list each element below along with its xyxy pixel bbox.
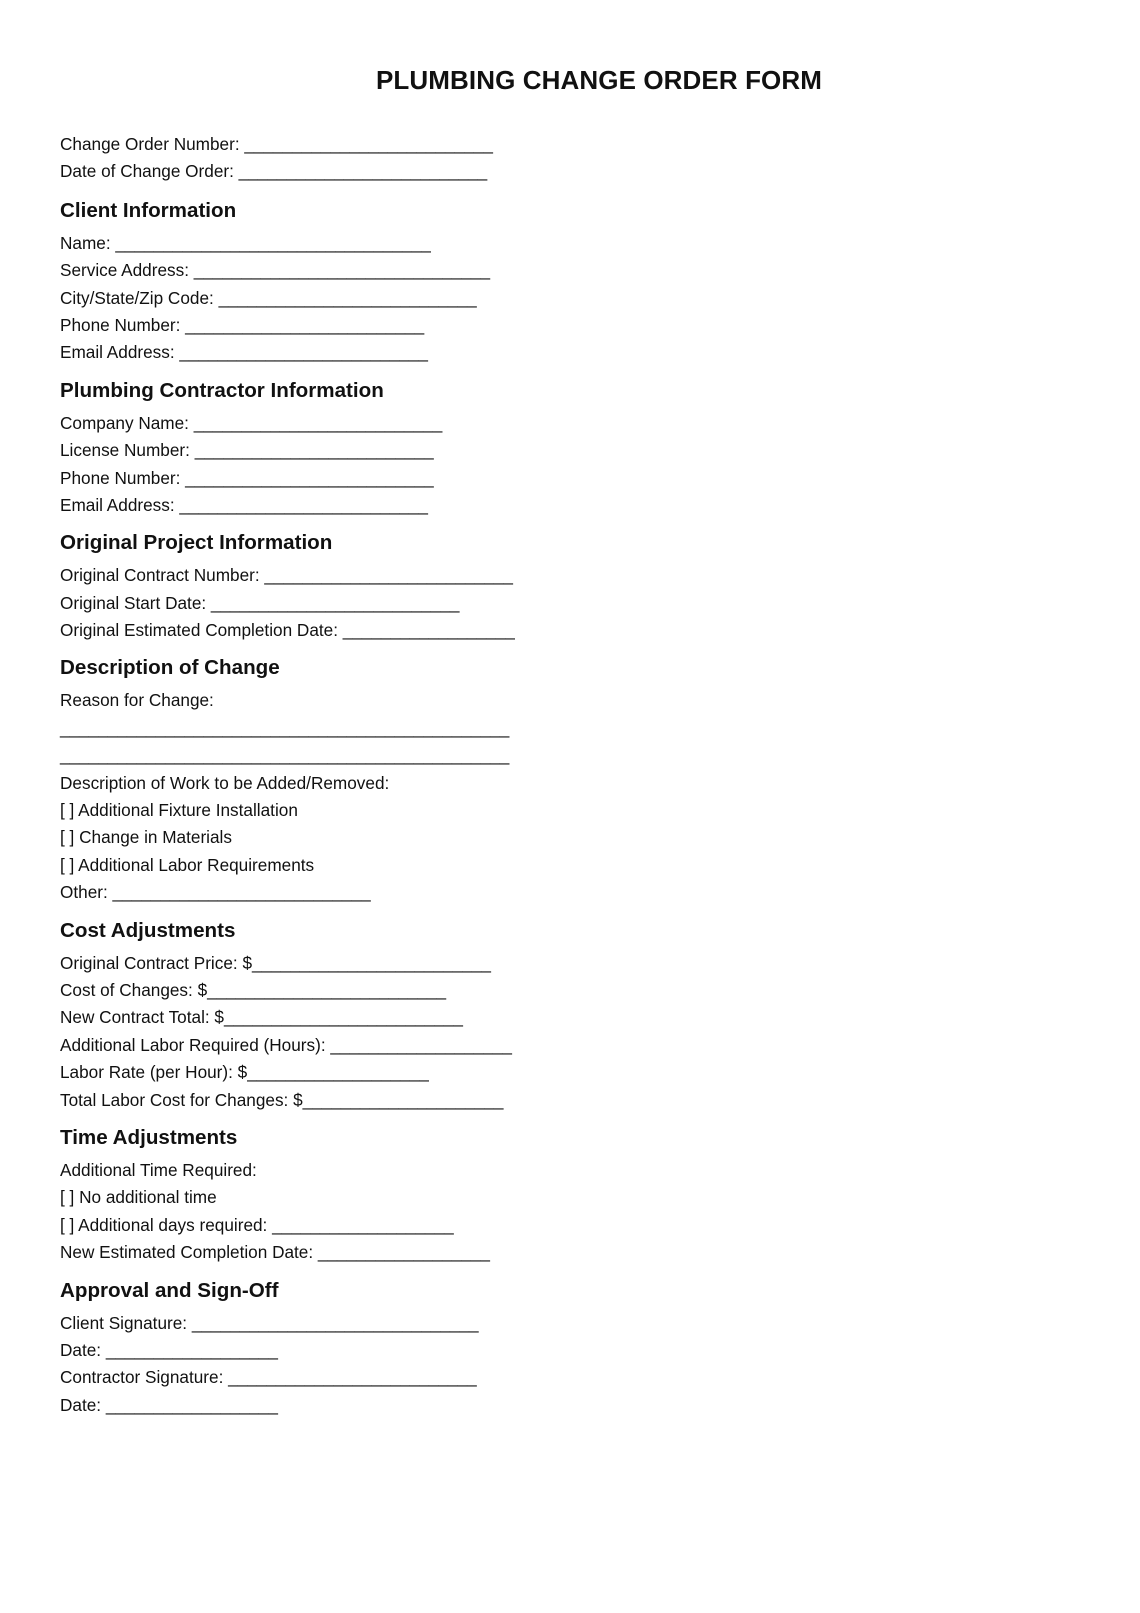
cost-adjustments-heading: Cost Adjustments [60, 918, 236, 942]
contractor-information-heading: Plumbing Contractor Information [60, 378, 384, 402]
original-completion-date-field: Original Estimated Completion Date: __________________ [60, 620, 515, 641]
page-title: PLUMBING CHANGE ORDER FORM [375, 65, 823, 95]
client-email-field: Email Address: __________________________ [60, 342, 428, 363]
original-project-heading: Original Project Information [60, 531, 333, 555]
original-start-date-field: Original Start Date: __________________________ [60, 592, 460, 613]
client-date-field: Date: __________________ [60, 1339, 278, 1360]
original-contract-number-field: Original Contract Number: __________________________ [60, 565, 513, 586]
contractor-email-field: Email Address: __________________________ [60, 494, 428, 515]
labor-rate-field: Labor Rate (per Hour): $___________________ [60, 1062, 429, 1083]
description-of-change-heading: Description of Change [60, 656, 280, 680]
reason-for-change-label: Reason for Change: [60, 690, 214, 711]
checkbox-additional-days: [ ] Additional days required: ___________________ [60, 1214, 454, 1235]
original-contract-price-field: Original Contract Price: $_________________________ [60, 952, 491, 973]
client-service-address-field: Service Address: _______________________________ [60, 260, 491, 281]
contractor-company-name-field: Company Name: __________________________ [60, 412, 443, 433]
client-phone-field: Phone Number: _________________________ [60, 314, 425, 335]
additional-labor-hours-field: Additional Labor Required (Hours): ___________________ [60, 1034, 512, 1055]
checkbox-change-in-materials: [ ] Change in Materials [60, 827, 232, 848]
total-labor-cost-field: Total Labor Cost for Changes: $_____________________ [60, 1089, 504, 1110]
contractor-signature-field: Contractor Signature: __________________________ [60, 1367, 477, 1388]
client-signature-field: Client Signature: ______________________________ [60, 1312, 479, 1333]
contractor-phone-field: Phone Number: __________________________ [60, 467, 434, 488]
additional-time-label: Additional Time Required: [60, 1159, 257, 1180]
change-order-number-field: Change Order Number: __________________________ [60, 134, 493, 154]
new-contract-total-field: New Contract Total: $_________________________ [60, 1007, 463, 1028]
work-description-label: Description of Work to be Added/Removed: [60, 772, 390, 793]
client-city-state-zip-field: City/State/Zip Code: ___________________________ [60, 287, 477, 308]
other-field: Other: ___________________________ [60, 882, 371, 903]
client-name-field: Name: _________________________________ [60, 232, 431, 253]
date-of-change-order-field: Date of Change Order: __________________________ [60, 161, 488, 182]
approval-heading: Approval and Sign-Off [60, 1278, 279, 1302]
contractor-license-number-field: License Number: _________________________ [60, 440, 434, 461]
cost-of-changes-field: Cost of Changes: $_________________________ [60, 979, 447, 1000]
reason-line-2: _______________________________________________ [60, 745, 510, 766]
client-information-heading: Client Information [60, 198, 237, 222]
checkbox-no-additional-time: [ ] No additional time [60, 1187, 217, 1208]
form-body [60, 131, 1080, 1419]
checkbox-additional-fixture: [ ] Additional Fixture Installation [60, 800, 298, 821]
time-adjustments-heading: Time Adjustments [60, 1125, 238, 1149]
reason-line-1: _______________________________________________ [60, 717, 510, 738]
contractor-date-field: Date: __________________ [60, 1394, 278, 1415]
new-completion-date-field: New Estimated Completion Date: __________________ [60, 1242, 490, 1263]
checkbox-additional-labor: [ ] Additional Labor Requirements [60, 854, 315, 875]
